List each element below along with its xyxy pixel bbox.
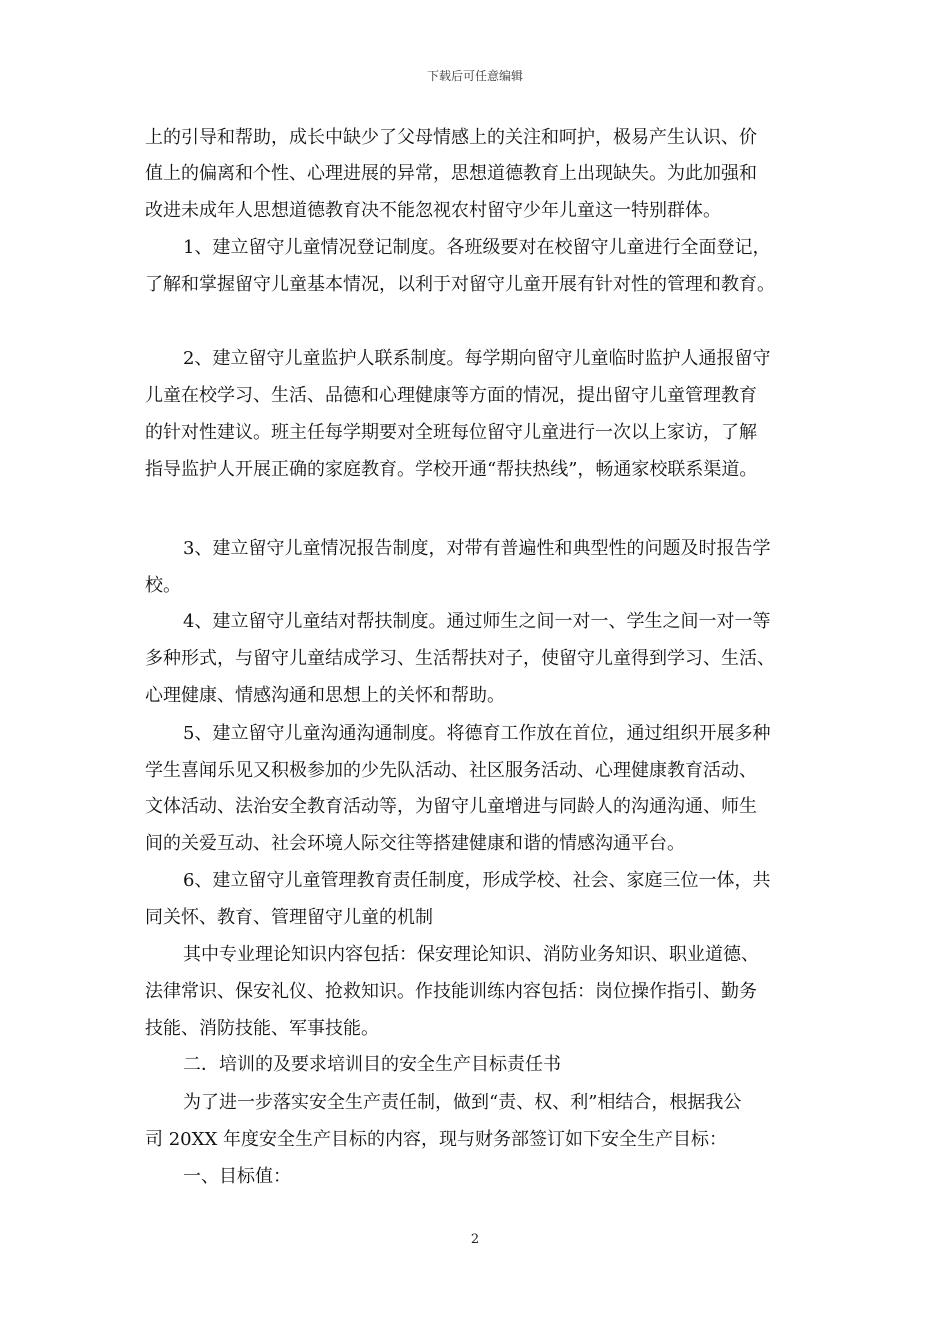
- body-line: 心理健康、情感沟通和思想上的关怀和帮助。: [145, 685, 505, 706]
- body-line: 3、建立留守儿童情况报告制度，对带有普遍性和典型性的问题及时报告学: [183, 538, 771, 559]
- page-number: 2: [470, 1232, 480, 1247]
- body-line: 值上的偏离和个性、心理进展的异常，思想道德教育上出现缺失。为此加强和: [145, 163, 757, 184]
- body-line: 学生喜闻乐见又积极参加的少先队活动、社区服务活动、心理健康教育活动、: [145, 760, 757, 781]
- body-line: 一、目标值：: [183, 1166, 291, 1187]
- body-line: 间的关爱互动、社会环境人际交往等搭建健康和谐的情感沟通平台。: [145, 833, 685, 854]
- body-line: 同关怀、教育、管理留守儿童的机制: [145, 907, 433, 928]
- body-line: 多种形式，与留守儿童结成学习、生活帮扶对子，使留守儿童得到学习、生活、: [145, 648, 775, 669]
- body-line: 技能、消防技能、军事技能。: [145, 1018, 379, 1039]
- body-line: 了解和掌握留守儿童基本情况，以利于对留守儿童开展有针对性的管理和教育。: [145, 274, 775, 295]
- body-line: 的针对性建议。班主任每学期要对全班每位留守儿童进行一次以上家访，了解: [145, 422, 757, 443]
- body-line: 司 20XX 年度安全生产目标的内容，现与财务部签订如下安全生产目标：: [145, 1129, 727, 1150]
- body-line: 1、建立留守儿童情况登记制度。各班级要对在校留守儿童进行全面登记，: [183, 237, 771, 258]
- body-line: 儿童在校学习、生活、品德和心理健康等方面的情况，提出留守儿童管理教育: [145, 385, 757, 406]
- body-line: 2、建立留守儿童监护人联系制度。每学期向留守儿童临时监护人通报留守: [183, 348, 771, 369]
- body-line: 文体活动、法治安全教育活动等，为留守儿童增进与同龄人的沟通沟通、师生: [145, 796, 757, 817]
- body-line: 校。: [145, 575, 181, 596]
- body-line: 其中专业理论知识内容包括：保安理论知识、消防业务知识、职业道德、: [183, 944, 759, 965]
- body-line: 二．培训的及要求培训目的安全生产目标责任书: [183, 1054, 561, 1075]
- body-line: 上的引导和帮助，成长中缺少了父母情感上的关注和呵护，极易产生认识、价: [145, 127, 757, 148]
- body-line: 改进未成年人思想道德教育决不能忽视农村留守少年儿童这一特别群体。: [145, 200, 721, 221]
- body-line: 为了进一步落实安全生产责任制，做到“责、权、利”相结合，根据我公: [183, 1092, 742, 1113]
- body-line: 指导监护人开展正确的家庭教育。学校开通“帮扶热线”，畅通家校联系渠道。: [145, 459, 758, 480]
- body-line: 法律常识、保安礼仪、抢救知识。作技能训练内容包括：岗位操作指引、勤务: [145, 981, 757, 1002]
- body-line: 4、建立留守儿童结对帮扶制度。通过师生之间一对一、学生之间一对一等: [183, 611, 771, 632]
- body-line: 5、建立留守儿童沟通沟通制度。将德育工作放在首位，通过组织开展多种: [183, 723, 771, 744]
- page-header: 下载后可任意编辑: [426, 69, 523, 83]
- body-line: 6、建立留守儿童管理教育责任制度，形成学校、社会、家庭三位一体，共: [183, 870, 771, 891]
